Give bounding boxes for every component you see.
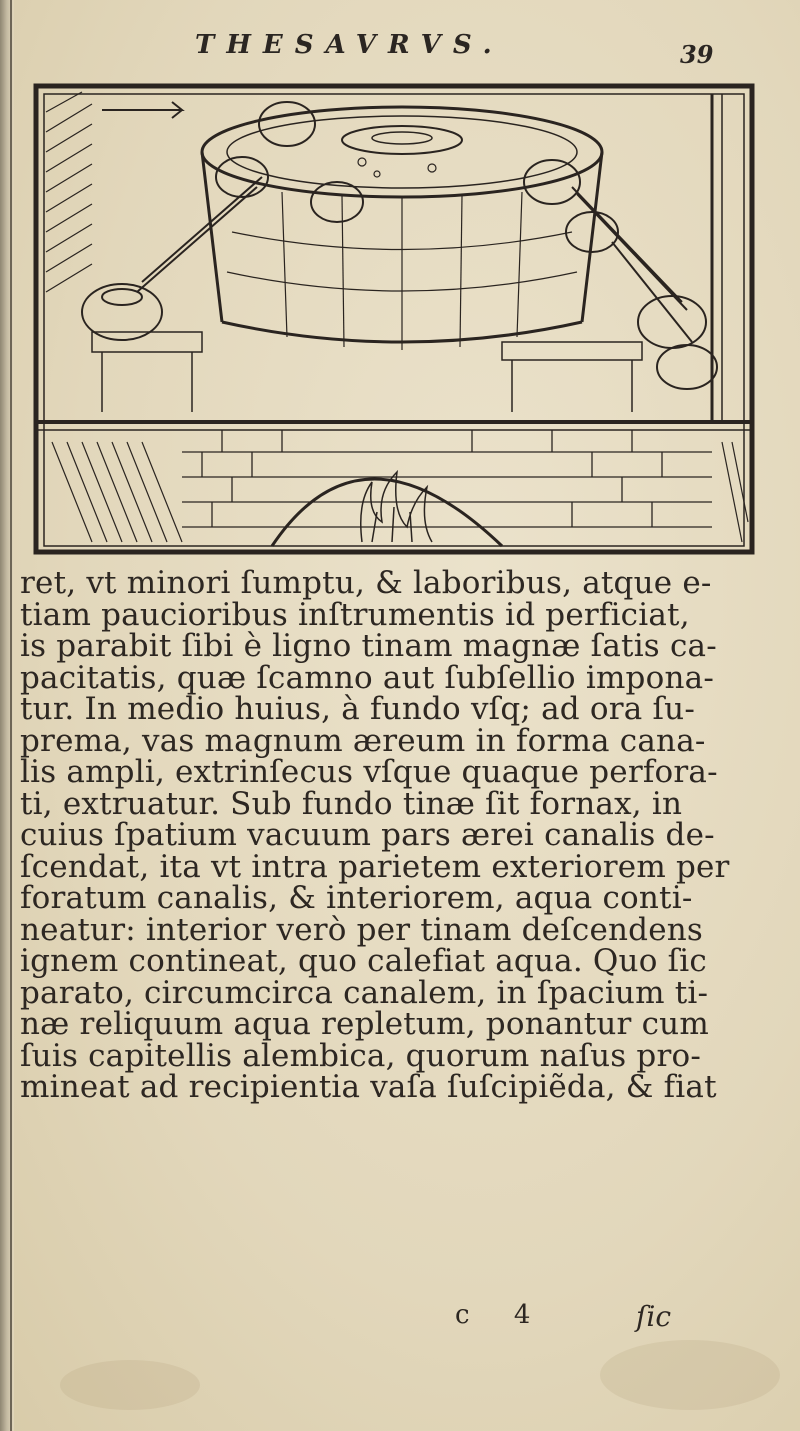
tub-rim <box>202 107 602 197</box>
binding-gutter <box>0 0 14 1431</box>
central-vessel <box>342 126 462 154</box>
bench <box>92 332 642 412</box>
text-line: prema, vas magnum æreum in forma cana- <box>20 722 706 759</box>
woodcut-illustration <box>32 82 756 556</box>
left-base-hatching <box>52 442 182 542</box>
text-line: cuius ſpatium vacuum pars ærei canalis de- <box>20 817 715 853</box>
text-line: neatur: interior verò per tinam deſcendens <box>20 911 704 948</box>
text-line: ſcendat, ita vt intra parietem exteriorem per <box>20 848 730 885</box>
tub-staves <box>227 192 577 350</box>
paper-stain <box>600 1340 780 1410</box>
text-line: lis ampli, extrinſecus vſque quaque perfora- <box>20 754 718 790</box>
text-line: tiam paucioribus inſtrumentis id perficiat, <box>20 596 690 633</box>
page-number: 39 <box>680 40 714 69</box>
text-line: ret, vt minori ſumptu, & laboribus, atque e- <box>20 565 712 601</box>
text-line: parato, circumcirca canalem, in ſpacium ti- <box>20 974 709 1011</box>
text-line: ti, extruatur. Sub fundo tinæ ſit fornax, in <box>20 785 683 822</box>
text-line: ſuis capitellis alembica, quorum naſus pro- <box>20 1037 702 1074</box>
furnace-bricks <box>182 430 712 527</box>
text-line: næ reliquum aqua repletum, ponantur cum <box>20 1006 709 1042</box>
paper-stain <box>60 1360 200 1410</box>
text-line: mineat ad recipientia vaſa ſuſcipiẽda, & fiat <box>20 1069 717 1105</box>
running-title: THESAVRVS. <box>195 30 504 60</box>
text-line: is parabit ſibi è ligno tinam magnæ ſatis ca- <box>20 628 717 664</box>
catchword: ſic <box>636 1300 671 1333</box>
furnace-flames <box>361 472 432 542</box>
signature-mark: c 4 <box>455 1300 549 1330</box>
furnace-arch <box>272 479 502 546</box>
text-line: foratum canalis, & interiorem, aqua conti- <box>20 880 693 916</box>
body-text <box>20 565 730 1105</box>
receiving-vessels <box>82 284 717 389</box>
text-line: ignem contineat, quo calefiat aqua. Quo ſic <box>20 943 707 979</box>
left-wall-hatching <box>46 92 92 292</box>
text-line: pacitatis, quæ ſcamno aut ſubſellio impona- <box>20 659 714 696</box>
text-line: tur. In medio huius, à fundo vſq; ad ora ſu- <box>20 691 695 727</box>
